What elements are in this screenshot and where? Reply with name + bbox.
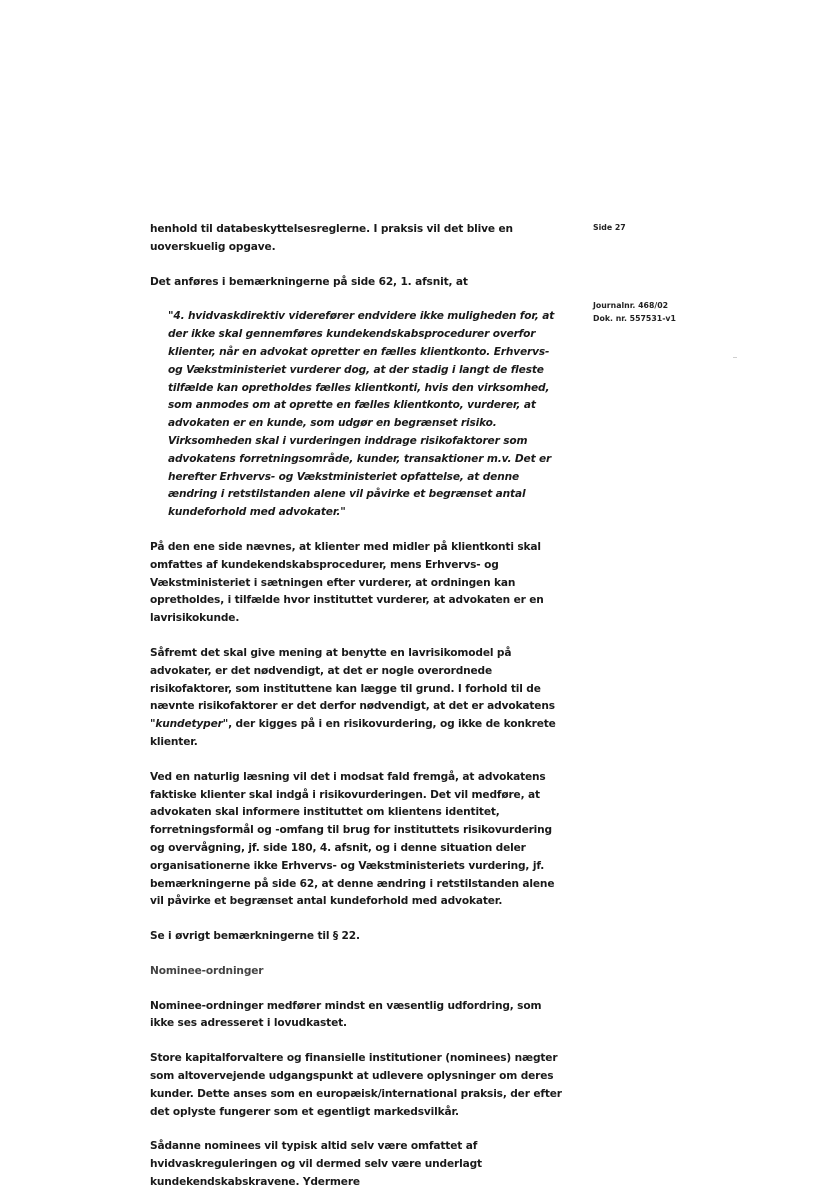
paragraph-low-risk-model (150, 645, 562, 752)
block-quote: "4. hvidvaskdirektiv viderefører endvidere ikke muligheden for, at der ikke skal gennemføres kundekendskabsprocedurer overfor klienter, når en advokat opretter en fælles klientkonto. Erhvervs- og Vækstministeriet vurderer dog, at der stadig i langt de fleste tilfælde kan opretholdes fælles klientkonti, hvis den virksomhed, som anmodes om at oprette en fælles klientkonto, vurderer, at advokaten er en kunde, som udgør en begrænset risiko. Virksomheden skal i vurderingen inddrage risikofaktorer som advokatens forretningsområde, kunder, transaktioner m.v. Det er herefter Erhvervs- og Vækstministeriet opfattelse, at denne ændring i retstilstanden alene vil påvirke et begrænset antal kundeforhold med advokater." (168, 310, 555, 519)
paragraph-continuation: henhold til databeskyttelsesreglerne. I praksis vil det blive en uoverskuelig opgave. (150, 223, 513, 253)
paragraph-nominee-intro: Nominee-ordninger medfører mindst en væsentlig udfordring, som ikke ses adresseret i lovudkastet. (150, 999, 542, 1030)
document-reference (593, 299, 676, 325)
paragraph-nominee-practice: Store kapitalforvaltere og finansielle institutioner (nominees) nægter som altovervejende udgangspunkt at udlevere oplysninger om deres kunder. Dette anses som en europæisk/international praksis, der efter det oplyste fungerer som et egentligt markedsvilkår. (150, 1052, 562, 1118)
main-text (150, 221, 562, 1192)
paragraph-text: Såfremt det skal give mening at benytte en lavrisikomodel på advokater, er det nødvendigt, at det er nogle overordnede risikofaktorer, som instituttene kan lægge til grund. I forhold til de nævnte risikofaktorer er det derfor nødvendigt, at det er advokatens (150, 646, 555, 713)
paragraph-see-also: Se i øvrigt bemærkningerne til § 22. (150, 930, 360, 943)
paragraph-intro-quote: Det anføres i bemærkningerne på side 62, 1. afsnit, at (150, 275, 468, 288)
page-number: Side 27 (593, 223, 626, 232)
document-number: Dok. nr. 557531-v1 (593, 314, 676, 323)
scan-speck (733, 357, 737, 358)
section-heading: Nominee-ordninger (150, 964, 264, 977)
emphasis-customer-types: "kundetyper" (150, 718, 229, 731)
paragraph-nominee-regulation: Sådanne nominees vil typisk altid selv være omfattet af hvidvaskreguleringen og vil dermed selv være underlagt kundekendskabskravene. Ydermere (150, 1140, 482, 1189)
paragraph-natural-reading: Ved en naturlig læsning vil det i modsat fald fremgå, at advokatens faktiske klienter skal indgå i risikovurderingen. Det vil medføre, at advokaten skal informere instituttet om klientens identitet, forretningsformål og -omfang til brug for instituttets risikovurdering og overvågning, jf. side 180, 4. afsnit, og i denne situation deler organisationerne ikke Erhvervs- og Vækstministeriets vurdering, jf. bemærkningerne på side 62, at denne ændring i retstilstanden alene vil påvirke et begrænset antal kundeforhold med advokater. (150, 770, 555, 908)
paragraph-client-accounts: På den ene side nævnes, at klienter med midler på klientkonti skal omfattes af kundekendskabsprocedurer, mens Erhvervs- og Vækstministeriet i sætningen efter vurderer, at ordningen kan opretholdes, i tilfælde hvor instituttet vurderer, at advokaten er en lavrisikokunde. (150, 540, 544, 625)
paragraph-text: , der kigges på i en risikovurdering, og ikke de konkrete klienter. (150, 718, 556, 748)
journal-number: Journalnr. 468/02 (593, 301, 669, 310)
